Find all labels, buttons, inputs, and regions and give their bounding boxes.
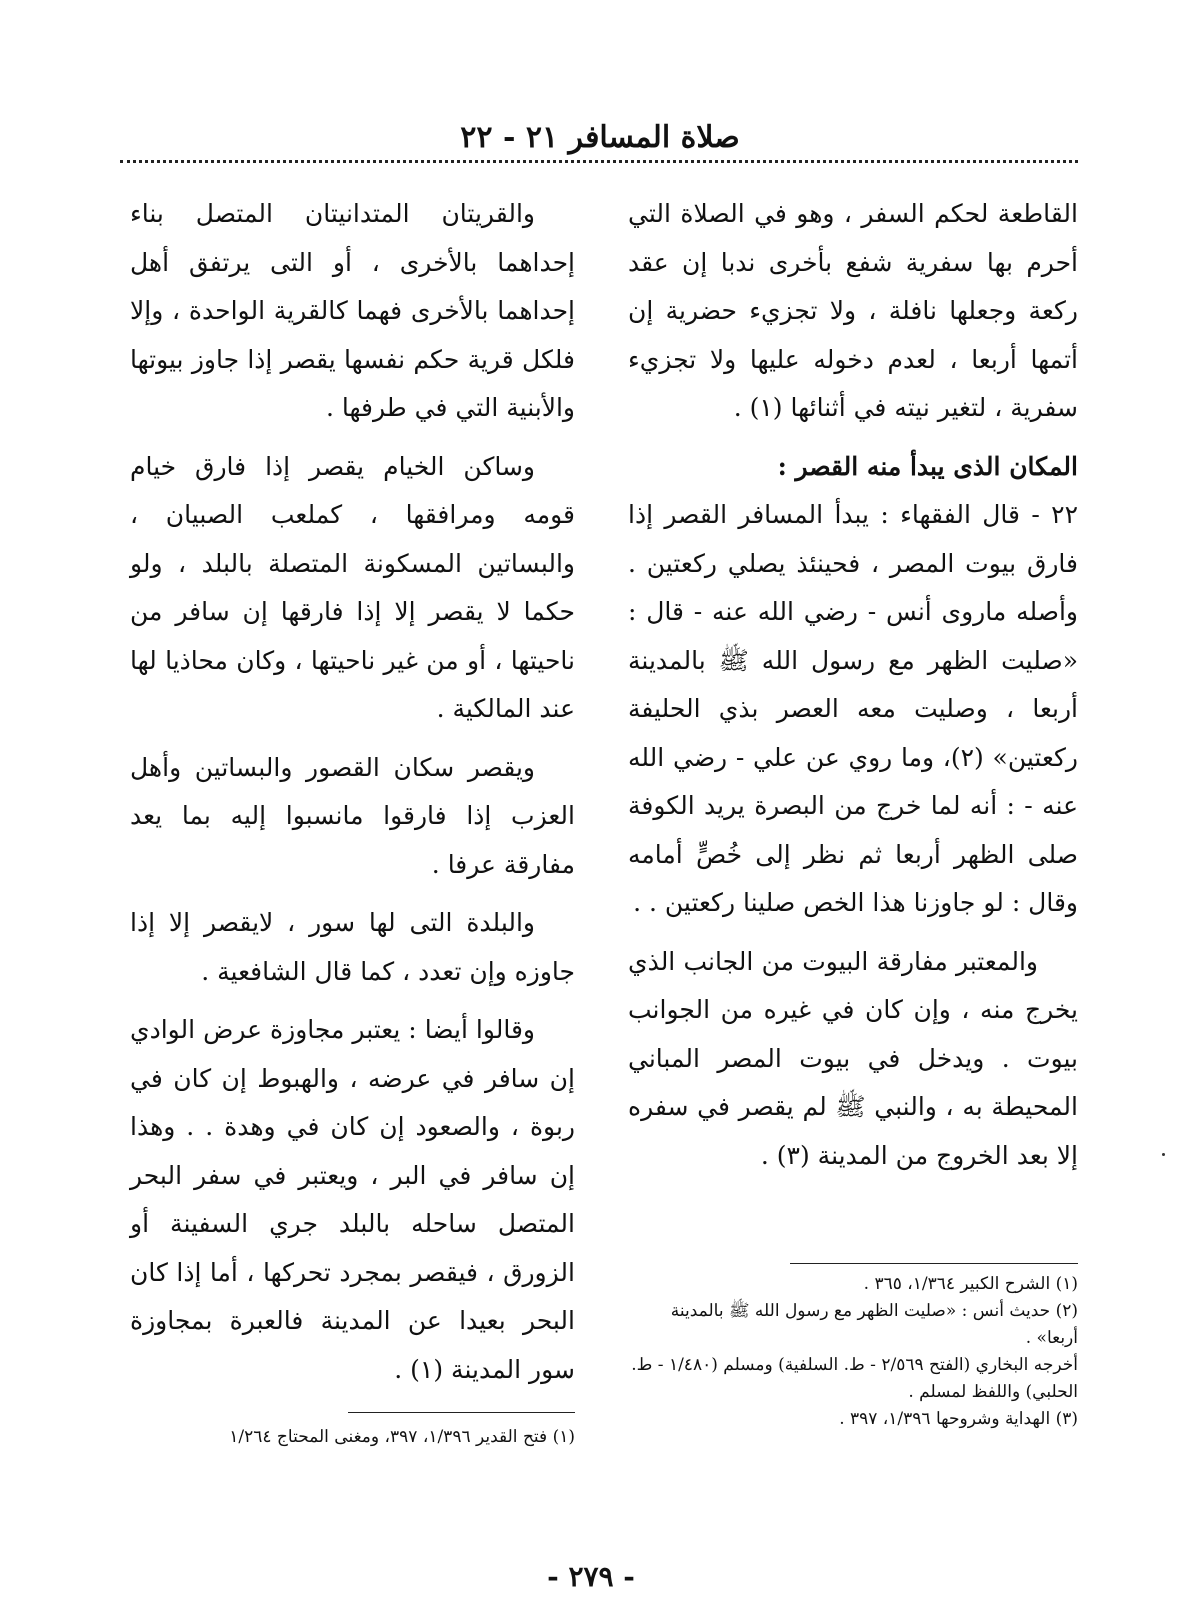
footnote-right-1: (١) الشرح الكبير ١/٣٦٤، ٣٦٥ .	[863, 1274, 1078, 1294]
left-column	[130, 190, 575, 1404]
page-number: - ٢٧٩ -	[547, 1560, 635, 1593]
footnote-right-3: (٣) الهداية وشروحها ١/٣٩٦، ٣٩٧ .	[839, 1409, 1078, 1429]
paragraph-left-1: والقريتان المتدانيتان المتصل بناء إحداهما بالأخرى ، أو التى يرتفق أهل إحداهما بالأخرى فهما كالقرية الواحدة ، وإلا فلكل قرية حكم نفسها يقصر إذا جاوز بيوتها والأبنية التي في طرفها .	[130, 199, 575, 422]
footnotes-right	[628, 1271, 1078, 1433]
footnotes-left	[130, 1424, 575, 1451]
footnote-left-1: (١) فتح القدير ١/٣٩٦، ٣٩٧، ومغنى المحتاج ١/٢٦٤	[229, 1427, 575, 1447]
header-dotted-rule	[120, 160, 1078, 163]
right-column	[628, 190, 1078, 1190]
section-heading: المكان الذى يبدأ منه القصر :	[777, 451, 1078, 481]
paragraph-left-4: والبلدة التى لها سور ، لايقصر إلا إذا جاوزه وإن تعدد ، كما قال الشافعية .	[130, 908, 575, 986]
paragraph-left-2: وساكن الخيام يقصر إذا فارق خيام قومه ومرافقها ، كملعب الصبيان ، والبساتين المسكونة المتصلة بالبلد ، ولو حكما لا يقصر إلا إذا فارقها إن سافر من ناحيتها ، أو من غير ناحيتها ، وكان محاذيا لها عند المالكية .	[130, 451, 575, 723]
footnote-rule-left	[348, 1412, 575, 1413]
paragraph-right-1: القاطعة لحكم السفر ، وهو في الصلاة التي أحرم بها سفرية شفع بأخرى ندبا إن عقد ركعة وجعلها نافلة ، ولا تجزيء حضرية إن أتمها أربعا ، لعدم دخوله عليها ولا تجزيء سفرية ، لتغير نيته في أثنائها (١) .	[628, 199, 1078, 422]
footnote-right-2-source: أخرجه البخاري (الفتح ٢/٥٦٩ - ط. السلفية) ومسلم (١/٤٨٠ - ط. الحلبي) واللفظ لمسلم .	[631, 1355, 1078, 1402]
footnote-right-2: (٢) حديث أنس : «صليت الظهر مع رسول الله ﷺ بالمدينة أربعا» .	[670, 1301, 1078, 1348]
paragraph-left-3: ويقصر سكان القصور والبساتين وأهل العزب إذا فارقوا مانسبوا إليه بما يعد مفارقة عرفا .	[130, 752, 575, 879]
footnote-rule-right	[790, 1263, 1078, 1264]
paragraph-right-2: ٢٢ - قال الفقهاء : يبدأ المسافر القصر إذا فارق بيوت المصر ، فحينئذ يصلي ركعتين . وأصله ماروى أنس - رضي الله عنه - قال : «صليت الظهر مع رسول الله ﷺ بالمدينة أربعا ، وصليت معه العصر بذي الحليفة ركعتين» (٢)، وما روي عن علي - رضي الله عنه - : أنه لما خرج من البصرة يريد الكوفة صلى الظهر أربعا ثم نظر إلى خُصٍّ أمامه وقال : لو جاوزنا هذا الخص صلينا ركعتين . .	[628, 500, 1078, 917]
running-header: صلاة المسافر ٢١ - ٢٢	[460, 120, 740, 155]
paragraph-right-3: والمعتبر مفارقة البيوت من الجانب الذي يخرج منه ، وإن كان في غيره من الجوانب بيوت . ويدخل في بيوت المصر المباني المحيطة به ، والنبي ﷺ لم يقصر في سفره إلا بعد الخروج من المدينة (٣) .	[628, 946, 1078, 1170]
scan-speck	[1162, 1153, 1165, 1156]
paragraph-left-5: وقالوا أيضا : يعتبر مجاوزة عرض الوادي إن سافر في عرضه ، والهبوط إن كان في ربوة ، والصعود إن كان في وهدة . . وهذا إن سافر في البر ، ويعتبر في سفر البحر المتصل ساحله بالبلد جري السفينة أو الزورق ، فيقصر بمجرد تحركها ، أما إذا كان البحر بعيدا عن المدينة فالعبرة بمجاوزة سور المدينة (١) .	[130, 1015, 575, 1384]
